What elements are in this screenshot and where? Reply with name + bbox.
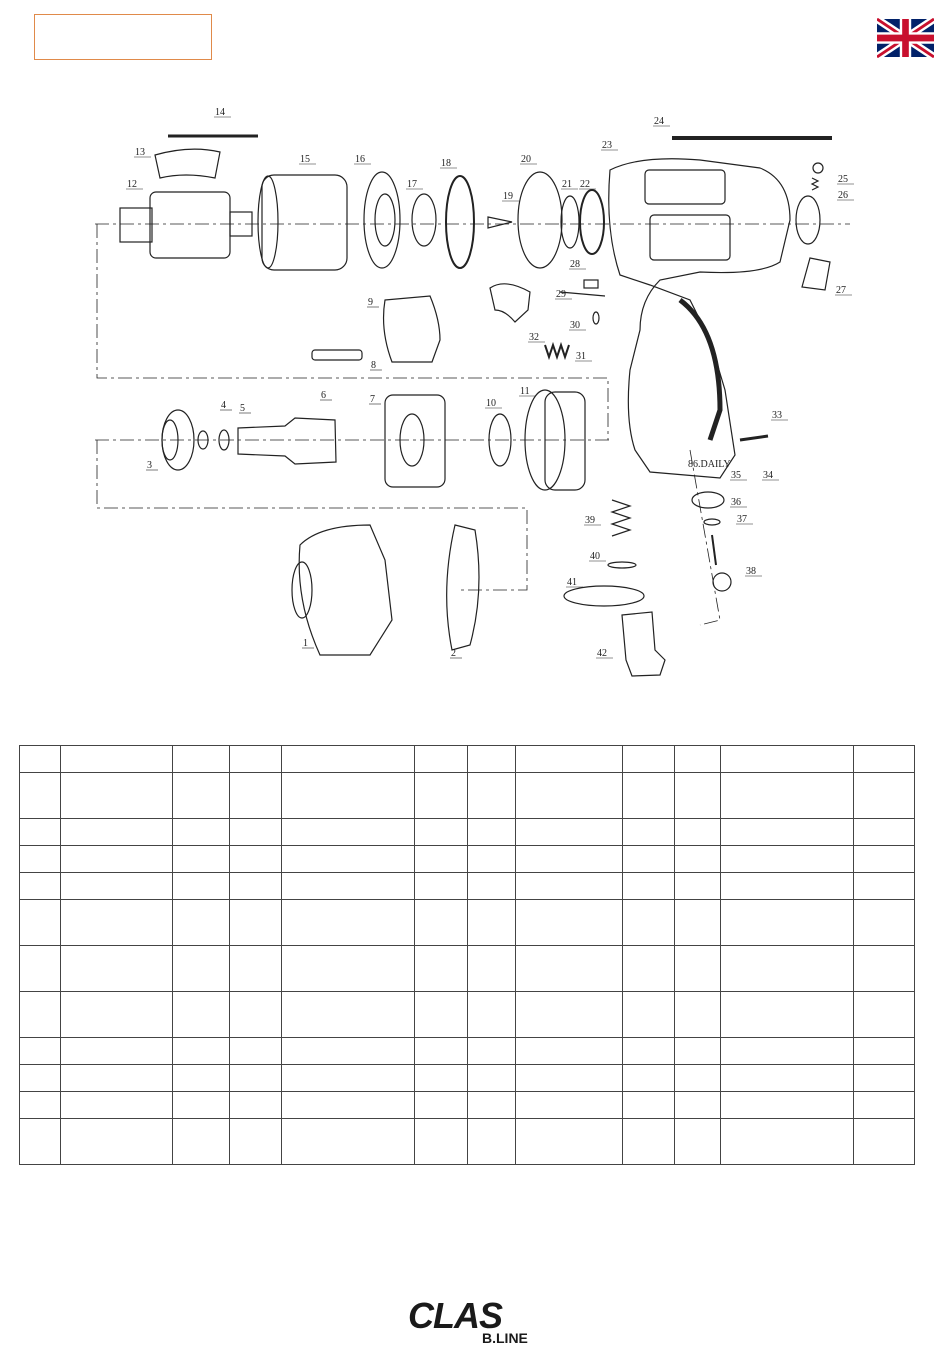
part-label-17: 17 <box>407 179 417 190</box>
table-cell <box>675 819 721 846</box>
table-cell <box>415 1065 468 1092</box>
table-row <box>20 992 915 1038</box>
table-cell <box>468 1119 516 1165</box>
table-cell <box>623 1119 675 1165</box>
table-cell <box>61 746 173 773</box>
table-cell <box>854 900 915 946</box>
table-row <box>20 846 915 873</box>
table-cell <box>282 1038 415 1065</box>
part-trigger <box>490 284 530 322</box>
table-cell <box>721 946 854 992</box>
table-cell <box>854 1038 915 1065</box>
part-label-11: 11 <box>520 386 530 397</box>
part-label-36: 36 <box>731 497 741 508</box>
uk-flag-icon <box>877 18 934 58</box>
table-cell <box>468 773 516 819</box>
part-label-12: 12 <box>127 179 137 190</box>
part-label-4: 4 <box>221 400 226 411</box>
table-cell <box>173 746 230 773</box>
table-cell <box>173 1065 230 1092</box>
table-cell <box>230 1119 282 1165</box>
part-label-15: 15 <box>300 154 310 165</box>
part-label-3: 3 <box>147 460 152 471</box>
part-label-38: 38 <box>746 566 756 577</box>
table-cell <box>173 846 230 873</box>
part-label-42: 42 <box>597 648 607 659</box>
table-cell <box>61 819 173 846</box>
table-cell <box>721 746 854 773</box>
table-cell <box>230 746 282 773</box>
part-label-1: 1 <box>303 638 308 649</box>
table-cell <box>854 1119 915 1165</box>
table-cell <box>468 1038 516 1065</box>
table-row <box>20 1038 915 1065</box>
table-cell <box>516 1038 623 1065</box>
part-label-18: 18 <box>441 158 451 169</box>
table-cell <box>61 1065 173 1092</box>
table-cell <box>516 992 623 1038</box>
table-cell <box>230 1038 282 1065</box>
part-hammer-frame <box>385 395 445 487</box>
table-cell <box>415 1038 468 1065</box>
table-cell <box>61 900 173 946</box>
reference-box <box>34 14 212 60</box>
table-cell <box>173 1092 230 1119</box>
part-label-19: 19 <box>503 191 513 202</box>
table-cell <box>675 846 721 873</box>
table-cell <box>20 1119 61 1165</box>
part-label-9: 9 <box>368 297 373 308</box>
table-cell <box>623 1038 675 1065</box>
part-label-37: 37 <box>737 514 747 525</box>
part-label-6: 6 <box>321 390 326 401</box>
table-cell <box>721 1092 854 1119</box>
part-label-34: 34 <box>763 470 773 481</box>
table-cell <box>415 819 468 846</box>
part-hammer-pin-plate <box>155 149 220 178</box>
stamp-text: 86.DAILY <box>688 459 731 470</box>
table-cell <box>230 1065 282 1092</box>
table-cell <box>230 992 282 1038</box>
table-cell <box>230 900 282 946</box>
table-cell <box>721 992 854 1038</box>
table-cell <box>173 1038 230 1065</box>
table-cell <box>282 746 415 773</box>
part-label-40: 40 <box>590 551 600 562</box>
table-cell <box>721 1038 854 1065</box>
part-anvil <box>150 192 230 258</box>
table-cell <box>61 946 173 992</box>
table-cell <box>20 946 61 992</box>
table-cell <box>230 773 282 819</box>
table-cell <box>415 773 468 819</box>
part-label-7: 7 <box>370 394 375 405</box>
table-row <box>20 746 915 773</box>
table-cell <box>468 873 516 900</box>
part-drive-shaft <box>238 418 336 464</box>
table-cell <box>675 946 721 992</box>
part-label-24: 24 <box>654 116 664 127</box>
table-cell <box>415 746 468 773</box>
table-cell <box>623 846 675 873</box>
table-cell <box>415 873 468 900</box>
table-cell <box>173 946 230 992</box>
table-cell <box>721 873 854 900</box>
part-label-21: 21 <box>562 179 572 190</box>
table-cell <box>623 946 675 992</box>
table-cell <box>854 819 915 846</box>
table-cell <box>516 746 623 773</box>
table-cell <box>721 819 854 846</box>
table-cell <box>61 873 173 900</box>
table-cell <box>675 1092 721 1119</box>
part-label-16: 16 <box>355 154 365 165</box>
table-row <box>20 773 915 819</box>
table-cell <box>173 819 230 846</box>
table-row <box>20 873 915 900</box>
table-cell <box>854 1092 915 1119</box>
part-label-31: 31 <box>576 351 586 362</box>
table-cell <box>854 992 915 1038</box>
table-cell <box>282 1119 415 1165</box>
table-cell <box>675 1119 721 1165</box>
table-cell <box>468 1065 516 1092</box>
exploded-parts-diagram <box>90 100 860 700</box>
table-row <box>20 819 915 846</box>
svg-text:B.LINE: B.LINE <box>482 1330 528 1346</box>
part-label-35: 35 <box>731 470 741 481</box>
part-label-32: 32 <box>529 332 539 343</box>
table-row <box>20 1065 915 1092</box>
table-cell <box>282 846 415 873</box>
table-cell <box>20 846 61 873</box>
table-cell <box>173 773 230 819</box>
table-cell <box>20 773 61 819</box>
table-cell <box>61 992 173 1038</box>
parts-table <box>19 745 915 1165</box>
table-cell <box>468 819 516 846</box>
table-cell <box>675 992 721 1038</box>
table-cell <box>230 819 282 846</box>
table-cell <box>516 773 623 819</box>
table-cell <box>61 1038 173 1065</box>
part-label-39: 39 <box>585 515 595 526</box>
part-cage <box>384 296 440 362</box>
table-cell <box>173 900 230 946</box>
table-cell <box>20 1038 61 1065</box>
part-label-29: 29 <box>556 289 566 300</box>
table-cell <box>20 746 61 773</box>
part-bearing-17 <box>412 194 436 246</box>
table-cell <box>623 992 675 1038</box>
table-cell <box>173 992 230 1038</box>
table-cell <box>282 819 415 846</box>
table-cell <box>468 900 516 946</box>
table-row <box>20 1092 915 1119</box>
part-label-20: 20 <box>521 154 531 165</box>
part-rotor-plate <box>518 172 562 268</box>
table-cell <box>282 900 415 946</box>
table-cell <box>516 1092 623 1119</box>
part-gasket <box>447 525 479 650</box>
table-cell <box>854 873 915 900</box>
table-cell <box>516 1065 623 1092</box>
table-cell <box>675 1065 721 1092</box>
table-cell <box>61 1119 173 1165</box>
part-label-22: 22 <box>580 179 590 190</box>
clas-bline-logo <box>404 1296 546 1346</box>
table-cell <box>415 992 468 1038</box>
table-cell <box>675 773 721 819</box>
part-label-27: 27 <box>836 285 846 296</box>
table-cell <box>230 1092 282 1119</box>
table-cell <box>173 873 230 900</box>
table-cell <box>282 946 415 992</box>
table-cell <box>415 846 468 873</box>
table-cell <box>282 773 415 819</box>
table-cell <box>854 1065 915 1092</box>
svg-text:CLAS: CLAS <box>408 1296 502 1336</box>
part-label-14: 14 <box>215 107 225 118</box>
table-cell <box>20 992 61 1038</box>
table-cell <box>854 746 915 773</box>
table-cell <box>468 846 516 873</box>
table-cell <box>468 1092 516 1119</box>
table-cell <box>230 873 282 900</box>
table-cell <box>61 1092 173 1119</box>
table-cell <box>623 1092 675 1119</box>
table-cell <box>516 900 623 946</box>
table-cell <box>468 946 516 992</box>
table-cell <box>61 773 173 819</box>
table-row <box>20 900 915 946</box>
table-cell <box>230 946 282 992</box>
table-cell <box>282 873 415 900</box>
table-cell <box>623 773 675 819</box>
table-cell <box>20 1065 61 1092</box>
part-dowel-pin <box>312 350 362 360</box>
part-label-41: 41 <box>567 577 577 588</box>
part-o-ring-18 <box>446 176 474 268</box>
table-cell <box>415 900 468 946</box>
table-cell <box>20 819 61 846</box>
part-label-25: 25 <box>838 174 848 185</box>
table-cell <box>623 746 675 773</box>
table-cell <box>516 1119 623 1165</box>
table-cell <box>854 946 915 992</box>
table-cell <box>675 873 721 900</box>
part-label-13: 13 <box>135 147 145 158</box>
table-cell <box>468 992 516 1038</box>
part-label-28: 28 <box>570 259 580 270</box>
table-cell <box>516 873 623 900</box>
part-label-33: 33 <box>772 410 782 421</box>
table-cell <box>854 773 915 819</box>
table-cell <box>20 900 61 946</box>
part-label-8: 8 <box>371 360 376 371</box>
table-row <box>20 946 915 992</box>
table-row <box>20 1119 915 1165</box>
part-label-2: 2 <box>451 648 456 659</box>
part-label-26: 26 <box>838 190 848 201</box>
table-cell <box>415 946 468 992</box>
part-label-5: 5 <box>240 403 245 414</box>
table-cell <box>623 1065 675 1092</box>
part-screw <box>488 217 512 228</box>
table-cell <box>415 1119 468 1165</box>
table-cell <box>230 846 282 873</box>
table-cell <box>721 773 854 819</box>
table-cell <box>516 846 623 873</box>
table-cell <box>721 1119 854 1165</box>
table-cell <box>282 1065 415 1092</box>
table-cell <box>173 1119 230 1165</box>
table-cell <box>20 873 61 900</box>
table-cell <box>721 900 854 946</box>
table-cell <box>623 873 675 900</box>
part-number-labels <box>126 107 854 659</box>
table-cell <box>623 900 675 946</box>
table-cell <box>516 819 623 846</box>
table-cell <box>516 946 623 992</box>
table-cell <box>623 819 675 846</box>
table-cell <box>415 1092 468 1119</box>
table-cell <box>20 1092 61 1119</box>
table-cell <box>282 992 415 1038</box>
part-valve-38 <box>713 573 731 591</box>
table-cell <box>675 900 721 946</box>
table-cell <box>61 846 173 873</box>
table-cell <box>721 1065 854 1092</box>
part-muffler-plate <box>564 586 644 606</box>
table-cell <box>282 1092 415 1119</box>
table-cell <box>675 746 721 773</box>
part-reverse-valve <box>796 196 820 244</box>
table-cell <box>468 746 516 773</box>
part-label-23: 23 <box>602 140 612 151</box>
part-label-30: 30 <box>570 320 580 331</box>
table-cell <box>854 846 915 873</box>
part-front-housing <box>299 525 392 655</box>
table-cell <box>721 846 854 873</box>
part-air-inlet <box>622 612 665 676</box>
table-cell <box>675 1038 721 1065</box>
part-label-10: 10 <box>486 398 496 409</box>
